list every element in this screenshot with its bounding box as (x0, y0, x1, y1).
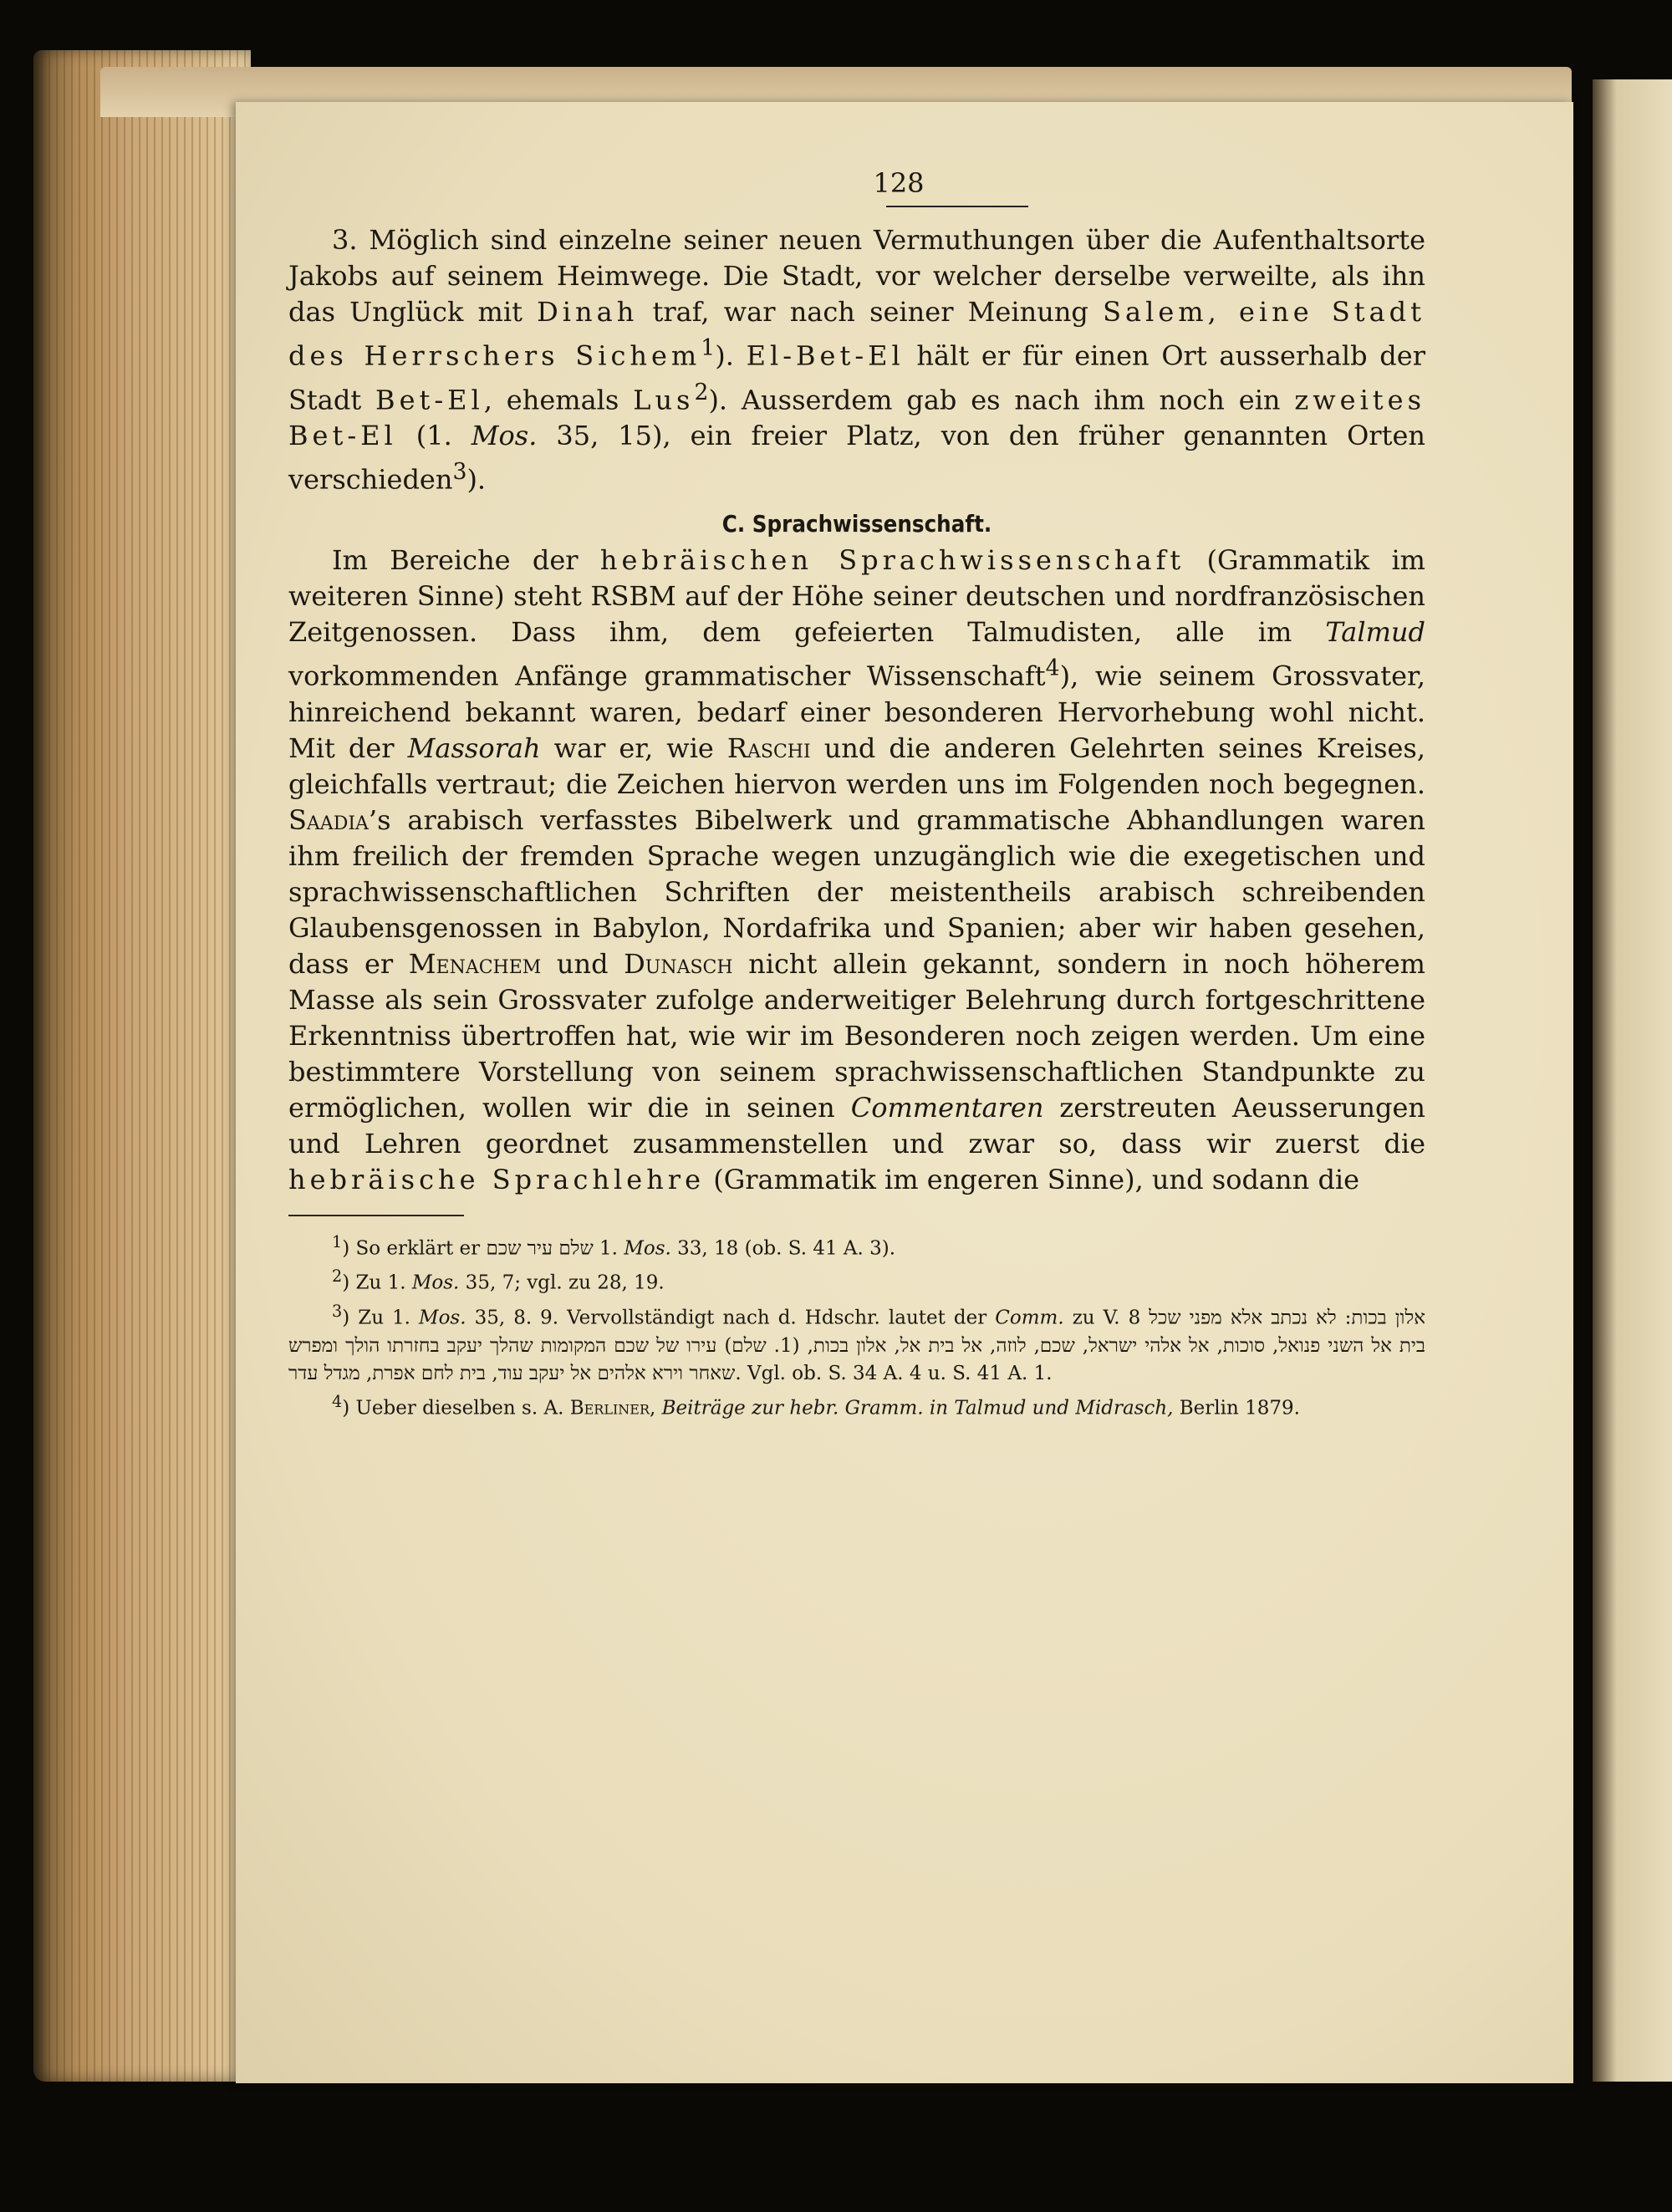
p3-text-5: , ehemals (483, 384, 634, 416)
pm-text-9: nicht allein gekannt, sondern in noch höherem Masse als sein Grossvater zufolge anderweitiger Belehrung durch fortgeschrittene Erkenntniss übertroffen hat, wie wir im Besonderen noch zeigen werden. Um eine bestimmtere Vorstellung von seinem sprachwissenschaftlichen Standpunkte zu ermöglichen, wollen wir die in seinen (288, 947, 1426, 1124)
pm-commentaren: Commentaren (850, 1091, 1044, 1124)
pm-text-6: und die anderen Gelehrten seines Kreises, gleichfalls vertraut; die Zeichen hiervon werden uns im Folgenden noch begegnen. (288, 731, 1426, 800)
footnote-rule (288, 1215, 464, 1216)
fn4-title: Beiträge zur hebr. Gramm. in Talmud und Midrasch, (661, 1397, 1174, 1419)
p3-dinah: Dinah (537, 296, 639, 328)
pm-raschi: Raschi (726, 731, 811, 764)
footnote-1 (288, 1228, 1425, 1263)
pm-hebr-sprachlehre: hebräische Sprachlehre (288, 1163, 706, 1195)
fn1-mos: Mos. (624, 1237, 671, 1260)
footnote-ref-3: 3 (452, 459, 467, 486)
footnotes (288, 1228, 1425, 1423)
pm-text-10: zerstreuten Aeusserungen und Lehren geordnet zusammenstellen und zwar so, dass wir zuerst die (288, 1091, 1426, 1160)
fn3-comm: Comm. (995, 1307, 1064, 1329)
p3-text-1: 3. Möglich sind einzelne seiner neuen Vermuthungen über die Aufenthaltsorte Jakobs auf seinem Heimwege. Die Stadt, vor welcher derselbe verweilte, als ihn das Unglück mit (288, 224, 1425, 328)
fn1-marker: 1 (332, 1231, 343, 1251)
p3-lus: Lus (633, 384, 695, 416)
pm-text-2: (Grammatik im weiteren Sinne) steht RSBM auf der Höhe seiner deutschen und nordfranzösischen Zeitgenossen. Dass ihm, dem gefeierten Talmudisten, alle im (288, 543, 1426, 648)
fn3-mid: 35, 8. 9. Vervollständigt nach d. Hdschr. lautet der (466, 1307, 996, 1329)
paragraph-main (288, 543, 1425, 1198)
fn4-marker: 4 (332, 1391, 343, 1411)
p3-mos: Mos. (471, 420, 538, 452)
page-number-rule (886, 206, 1028, 207)
fn2-pre: ) Zu 1. (342, 1272, 412, 1294)
pm-menachem: Menachem (408, 947, 542, 980)
p3-zweites-bet-el: zweites Bet-El (288, 384, 1426, 452)
footnote-ref-4: 4 (1045, 655, 1060, 681)
pm-dunasch: Dunasch (624, 947, 733, 980)
page-text-block (288, 167, 1425, 1422)
fn2-post: 35, 7; vgl. zu 28, 19. (459, 1272, 665, 1294)
paragraph-3 (288, 222, 1425, 498)
footnote-2 (288, 1262, 1425, 1297)
fn3-mos: Mos. (419, 1307, 466, 1329)
footnote-ref-2: 2 (694, 379, 709, 405)
p3-text-8: 35, 15), ein freier Platz, von den früher genannten Orten verschieden (288, 420, 1426, 496)
fn4-comma: , (650, 1397, 662, 1419)
pm-text-3: vorkommenden Anfänge grammatischer Wissenschaft (288, 660, 1046, 692)
fn1-pre: ) So erklärt er (342, 1237, 487, 1260)
fn1-post: 33, 18 (ob. S. 41 A. 3). (670, 1237, 896, 1260)
p3-text-2: traf, war nach seiner Meinung (638, 296, 1104, 328)
pm-text-5: war er, wie (540, 731, 727, 764)
fn4-post: Berlin 1879. (1173, 1397, 1300, 1419)
fn3-hebrew-3: בית אל השני שאחר וירא אלהים אל יעקב עוד, בית לחם אפרת, מגדל עדר (288, 1334, 1426, 1384)
pm-text-7: ’s arabisch verfasstes Bibelwerk und grammatische Abhandlungen waren ihm freilich der fremden Sprache wegen unzugänglich wie die exegetischen und sprachwissenschaftlichen Schriften der meistentheils arabisch schreibenden Glaubensgenossen in Babylon, Nordafrika und Spanien; aber wir haben gesehen, dass er (288, 803, 1425, 980)
p3-el-bet-el: El-Bet-El (746, 339, 905, 372)
fn3-l-note: (1. שלם) עירו של שכם (614, 1334, 800, 1357)
fn3-hebrew-1: אלון בכות: לא נכתב אלא מפני שכל המקומות שהלך יעקב בחזרתו הולך ומפרש (288, 1307, 1426, 1357)
fn2-marker: 2 (332, 1267, 343, 1287)
fn3-hebrew-2: פנואל, סוכות, אל אלהי ישראל, שכם, לוזה, אל בית אל, אלון בכות, (807, 1334, 1321, 1357)
p3-text-6: ). Ausserdem gab es nach ihm noch ein (708, 384, 1295, 416)
footnote-ref-1: 1 (701, 335, 716, 361)
fn1-mid: 1. (593, 1237, 624, 1260)
page-leaves (33, 50, 251, 2082)
fn3-marker: 3 (332, 1301, 343, 1321)
footnote-4 (288, 1388, 1425, 1423)
fn4-berliner: Berliner (569, 1397, 650, 1419)
fn1-hebrew: שלם עיר שכם (486, 1237, 594, 1260)
pm-text-11: (Grammatik im engeren Sinne), und sodann die (705, 1163, 1360, 1195)
footnote-3 (288, 1297, 1425, 1388)
fn3-zu-v: zu V. 8 (1063, 1307, 1150, 1329)
p3-text-9: ). (466, 463, 487, 496)
p3-text-7: (1. (396, 420, 472, 452)
p3-bet-el: Bet-El (375, 384, 484, 416)
p3-salem-phrase: Salem, eine Stadt des Herrschers Sichem (288, 296, 1426, 372)
pm-saadia: Saadia (288, 803, 369, 836)
book-page-edges (33, 50, 251, 2082)
pm-hebr-sprachwiss: hebräischen Sprachwissenschaft (599, 543, 1185, 576)
p3-text-4: hält er für einen Ort ausserhalb der Stadt (288, 339, 1426, 416)
facing-page-edge (1593, 79, 1672, 2082)
pm-text-4: ), wie seinem Grossvater, hinreichend bekannt waren, bedarf einer besonderen Hervorhebung wohl nicht. Mit der (288, 660, 1426, 764)
pm-text-8: und (541, 947, 624, 980)
fn3-pre: ) Zu 1. (342, 1307, 420, 1329)
fn4-pre: ) Ueber dieselben s. A. (342, 1397, 570, 1419)
fn3-post: . Vgl. ob. S. 34 A. 4 u. S. 41 A. 1. (735, 1362, 1053, 1384)
p3-text-3: ). (715, 339, 747, 372)
section-heading: C. Sprachwissenschaft. (721, 509, 992, 538)
page-number: 128 (873, 167, 925, 199)
fn2-mos: Mos. (411, 1272, 460, 1294)
pm-text-1: Im Bereiche der (332, 543, 600, 576)
pm-massorah: Massorah (407, 731, 541, 764)
pm-talmud: Talmud (1325, 615, 1425, 648)
